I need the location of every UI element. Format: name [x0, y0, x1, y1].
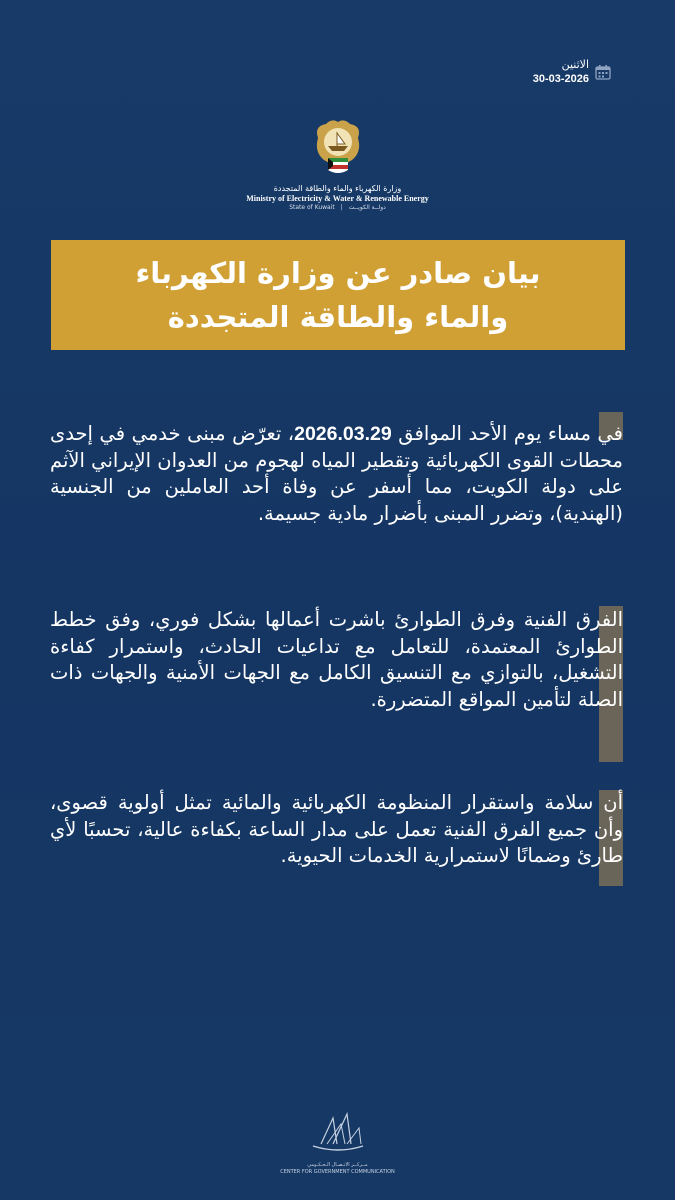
- paragraph-priority: أن سلامة واستقرار المنظومة الكهربائية والمائية تمثل أولوية قصوى، وأن جميع الفرق الفنية تعمل على مدار الساعة بكفاءة عالية، تحسبًا لأي طارئ وضمانًا لاستمرارية الخدمات الحيوية.: [50, 791, 623, 867]
- date-day: الاثنين: [561, 58, 589, 71]
- ministry-name-ar: وزارة الكهرباء والماء والطاقة المتجددة: [273, 184, 402, 193]
- date-block: [533, 58, 611, 86]
- date-value: 30-03-2026: [532, 73, 589, 85]
- date-text: [533, 58, 589, 86]
- kuwait-emblem-icon: [312, 118, 364, 178]
- state-line: [0, 204, 675, 211]
- paragraph-incident-start: في مساء يوم الأحد الموافق: [391, 422, 623, 445]
- ministry-logo: [0, 118, 675, 211]
- paragraph-incident-rest: ، تعرّض مبنى خدمي في إحدى محطات القوى الكهربائية وتقطير المياه لهجوم من العدوان الإيراني الآثم على دولة الكويت، مما أسفر عن وفاة أحد العاملين من الجنسية (الهندية)، وتضرر المبنى بأضرار مادية جسيمة.: [50, 422, 623, 525]
- title-line-1: بيان صادر عن وزارة الكهرباء: [135, 256, 541, 290]
- title-box: [51, 240, 625, 350]
- state-ar: دولــة الكويــت: [348, 204, 386, 211]
- paragraph-response: الفرق الفنية وفرق الطوارئ باشرت أعمالها بشكل فوري، وفق خطط الطوارئ المعتمدة، للتعامل مع تداعيات الحادث، واستمرار كفاءة التشغيل، بالتوازي مع التنسيق الكامل مع الجهات الأمنية والجهات ذات الصلة لتأمين المواقع المتضررة.: [50, 608, 623, 711]
- state-divider: |: [340, 204, 343, 211]
- paragraph-incident: [50, 421, 623, 527]
- calendar-icon: [595, 64, 611, 80]
- footer-logo: [0, 1110, 675, 1176]
- title-line-2: والماء والطاقة المتجددة: [167, 300, 509, 334]
- footer-caption-ar: مــركــز الاتـصـال الـحـكـومي: [307, 1162, 368, 1168]
- ministry-name-en: Ministry of Electricity & Water & Renewable Energy: [246, 194, 429, 203]
- sail-ship-icon: [303, 1110, 373, 1158]
- state-en: State of Kuwait: [289, 204, 335, 211]
- footer-caption-en: CENTER FOR GOVERNMENT COMMUNICATION: [280, 1169, 395, 1175]
- incident-date: 2026.03.29: [294, 423, 392, 445]
